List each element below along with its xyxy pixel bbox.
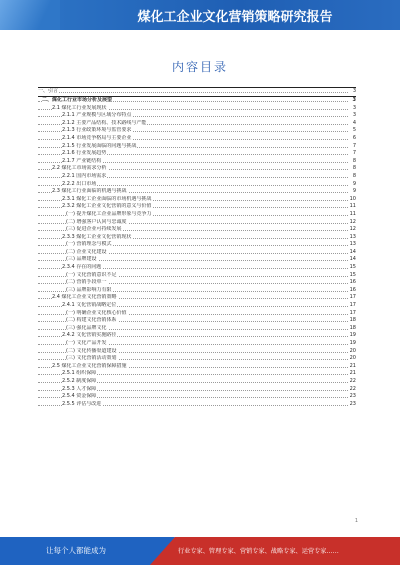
toc-entry-page: 14 (349, 256, 356, 263)
toc-entry-label: (一) 提升煤化工企业品牌形象与竞争力 (66, 210, 152, 217)
toc-entry-page: 22 (349, 377, 356, 384)
toc-entry-label: 2.1.6 行业发展趋势 (62, 150, 107, 157)
toc-entry[interactable] (38, 219, 356, 227)
toc-entry-page: 15 (349, 271, 356, 278)
header-decoration (0, 0, 60, 30)
toc-entry-label: 2.3.1 煤化工企业面临的市场机遇与挑战 (62, 195, 152, 202)
toc-heading: 内容目录 (171, 60, 228, 74)
toc-entry-label: (三) 促进企业可持续发展 (66, 226, 122, 233)
toc-entry-label: (二) 营销手段单一 (66, 279, 107, 286)
toc-entry[interactable] (38, 317, 356, 325)
toc-entry-page: 23 (349, 393, 356, 400)
toc-entry[interactable] (38, 97, 356, 105)
toc-entry[interactable] (38, 196, 356, 204)
toc-entry[interactable] (38, 203, 356, 211)
toc-entry-label: 2.3.2 煤化工企业文化营销的意义与价值 (62, 203, 152, 210)
toc-entry-page: 23 (349, 400, 356, 407)
toc-entry[interactable] (38, 393, 356, 401)
toc-entry[interactable] (38, 249, 356, 257)
toc-entry[interactable] (38, 120, 356, 128)
toc-entry-label: (三) 品牌影响力有限 (66, 286, 112, 293)
toc-entry[interactable] (38, 264, 356, 272)
toc-entry-page: 4 (348, 120, 356, 128)
toc-entry-page: 17 (349, 309, 356, 316)
toc-entry-label: 2.4.2 文化营销实施路径 (62, 332, 117, 339)
toc-entry-page: 9 (348, 181, 356, 189)
toc-entry[interactable] (38, 348, 356, 356)
toc-entry-page: 20 (349, 347, 356, 354)
toc-entry-page: 13 (349, 233, 356, 240)
toc-entry-label: 2.5.2 制度保障 (62, 377, 97, 384)
toc-entry[interactable] (38, 401, 356, 409)
toc-entry[interactable] (38, 294, 356, 302)
toc-entry-page: 8 (348, 173, 356, 181)
toc-entry-page: 19 (349, 332, 356, 339)
toc-entry-label: 2.1 煤化工行业发展现状 (52, 104, 107, 111)
toc-entry-page: 5 (348, 127, 356, 135)
toc-entry[interactable] (38, 211, 356, 219)
toc-entry-page: 9 (348, 188, 356, 196)
toc-entry[interactable] (38, 279, 356, 287)
toc-entry[interactable] (38, 256, 356, 264)
toc-entry[interactable] (38, 332, 356, 340)
toc-entry[interactable] (38, 355, 356, 363)
toc-entry-page: 18 (349, 317, 356, 324)
toc-entry-label: 2.5.3 人才保障 (62, 385, 97, 392)
toc-entry-label: (二) 企业文化建设 (66, 248, 107, 255)
toc-entry-page: 11 (349, 210, 356, 217)
toc-entry-label: (三) 品牌建设 (66, 256, 97, 263)
toc-entry[interactable] (38, 272, 356, 280)
toc-entry-label: 2.1.1 产业规模与区域分布特点 (62, 112, 132, 119)
toc-entry-label: 2.2.2 出口市场 (62, 180, 97, 187)
toc-entry-page: 6 (348, 135, 356, 143)
toc-entry-label: 2.1.3 行业政策环境与监管要求 (62, 127, 132, 134)
toc-entry-page: 22 (349, 385, 356, 392)
toc-entry-label: 2.4.1 文化营销战略定位 (62, 302, 117, 309)
footer-tags: 行业专家、管理专家、营销专家、战略专家、运营专家…… (178, 548, 339, 555)
toc-entry-page: 11 (349, 203, 356, 210)
toc-entry[interactable] (38, 370, 356, 378)
toc-entry-page: 13 (349, 241, 356, 248)
toc-entry-label: (二) 增强客户认同与忠诚度 (66, 218, 127, 225)
toc-entry[interactable] (38, 143, 356, 151)
toc-entry-label: 2.1.4 市场竞争格局与主要企业 (62, 134, 132, 141)
toc-entry-page: 16 (349, 286, 356, 293)
toc-entry-page: 21 (349, 362, 356, 369)
toc-entry[interactable] (38, 325, 356, 333)
toc-entry[interactable] (38, 87, 356, 97)
toc-entry-page: 3 (348, 112, 356, 120)
toc-entry-label: 2.5 煤化工企业文化营销保障措施 (52, 362, 127, 369)
toc-entry[interactable] (38, 363, 356, 371)
footer-slogan: 让每个人都能成为 (46, 546, 106, 555)
toc-entry[interactable] (38, 310, 356, 318)
toc-entry[interactable] (38, 165, 356, 173)
toc-entry[interactable] (38, 226, 356, 234)
toc-entry[interactable] (38, 127, 356, 135)
toc-entry[interactable] (38, 340, 356, 348)
toc-entry[interactable] (38, 112, 356, 120)
document-title: 煤化工企业文化营销策略研究报告 (137, 10, 333, 24)
toc-entry-label: 二、煤化工行业市场分析及展望 (42, 97, 113, 103)
toc-entry-page: 12 (349, 218, 356, 225)
toc-entry-page: 10 (349, 195, 356, 202)
toc-entry-label: 2.1.2 主要产品结构、技术路线与产能 (62, 119, 147, 126)
toc-entry-page: 16 (349, 279, 356, 286)
toc-entry-label: 2.5.1 组织保障 (62, 370, 97, 377)
toc-entry[interactable] (38, 105, 356, 113)
toc-entry-label: (三) 强化品牌文化 (66, 324, 107, 331)
toc-entry-label: (二) 文化传播渠道建设 (66, 347, 117, 354)
toc-entry-page: 18 (349, 324, 356, 331)
toc-entry[interactable] (38, 135, 356, 143)
toc-entry-label: 一、引言 (38, 88, 59, 94)
toc-entry-page: 14 (349, 248, 356, 255)
toc-entry-page: 7 (348, 150, 356, 158)
toc-entry-page: 8 (348, 158, 356, 166)
toc-entry[interactable] (38, 386, 356, 394)
toc-entry-label: 2.3 煤化工行业面临的机遇与挑战 (52, 188, 127, 195)
toc-entry-label: (二) 构建文化营销体系 (66, 317, 117, 324)
toc-entry-label: (一) 文化营销意识不足 (66, 271, 117, 278)
toc-entry-label: (一) 明确企业文化核心价值 (66, 309, 127, 316)
toc-entry[interactable] (38, 158, 356, 166)
toc-entry-page: 3 (348, 88, 356, 96)
toc-entry-page: 15 (349, 264, 356, 271)
toc-entry-page: 3 (348, 105, 356, 113)
table-of-contents (38, 87, 356, 408)
toc-entry[interactable] (38, 234, 356, 242)
toc-entry-label: (三) 文化营销活动策划 (66, 355, 117, 362)
toc-entry-page: 17 (349, 294, 356, 301)
toc-entry-page: 12 (349, 226, 356, 233)
toc-entry[interactable] (38, 287, 356, 295)
toc-entry-label: 2.5.4 资金保障 (62, 393, 97, 400)
toc-entry-label: (一) 文化产品开发 (66, 340, 107, 346)
footer-banner (0, 537, 400, 565)
toc-entry-page: 21 (349, 370, 356, 377)
toc-entry-page: 7 (348, 143, 356, 151)
toc-entry-label: 2.1.5 行业发展面临的问题与挑战 (62, 142, 137, 149)
toc-entry-label: 2.3.4 存在的问题 (62, 264, 102, 271)
toc-entry-page: 3 (348, 97, 356, 105)
toc-entry[interactable] (38, 150, 356, 158)
toc-entry[interactable] (38, 188, 356, 196)
toc-entry[interactable] (38, 173, 356, 181)
toc-entry[interactable] (38, 378, 356, 386)
toc-entry-page: 8 (348, 165, 356, 173)
toc-entry[interactable] (38, 302, 356, 310)
page-number: 1 (354, 518, 358, 524)
toc-leader-dots (38, 92, 348, 93)
toc-entry-label: 2.1.7 产业链结构 (62, 157, 102, 164)
toc-entry-label: 2.5.5 评估与改进 (62, 400, 102, 407)
toc-entry[interactable] (38, 181, 356, 189)
toc-entry-label: 2.4 煤化工企业文化营销策略 (52, 294, 117, 301)
toc-entry-page: 20 (349, 355, 356, 362)
toc-entry-page: 17 (349, 302, 356, 309)
toc-entry-label: 2.3.3 煤化工企业文化营销现状 (62, 233, 132, 240)
toc-entry-label: 2.2.1 国内市场需求 (62, 172, 107, 179)
toc-entry[interactable] (38, 241, 356, 249)
toc-entry-page: 19 (349, 340, 356, 346)
toc-entry-label: (一) 营销理念与模式 (66, 241, 112, 248)
toc-entry-label: 2.2 煤化工市场需求分析 (52, 165, 107, 172)
